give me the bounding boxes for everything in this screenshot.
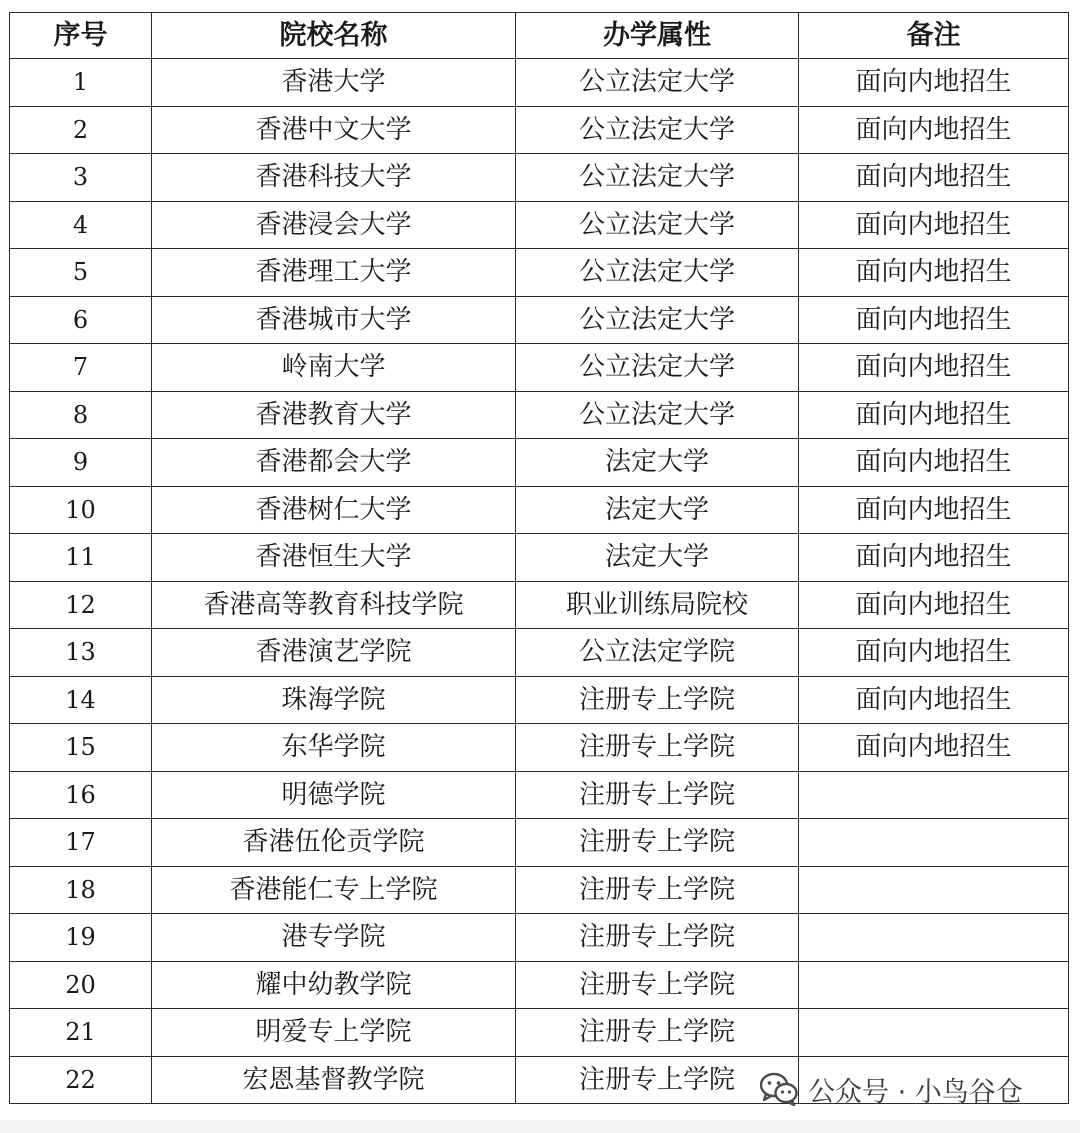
cell-school-type: 公立法定大学 <box>516 201 799 249</box>
cell-school-name: 香港都会大学 <box>152 439 516 487</box>
cell-school-name: 香港能仁专上学院 <box>152 866 516 914</box>
cell-index: 22 <box>10 1056 152 1104</box>
cell-remarks: 面向内地招生 <box>799 439 1069 487</box>
cell-school-type: 注册专上学院 <box>516 1056 799 1104</box>
header-school-name: 院校名称 <box>152 13 516 59</box>
table-row <box>10 486 1069 534</box>
cell-school-name: 香港伍伦贡学院 <box>152 819 516 867</box>
table-row <box>10 154 1069 202</box>
cell-school-name: 香港教育大学 <box>152 391 516 439</box>
table-row <box>10 249 1069 297</box>
cell-remarks: 面向内地招生 <box>799 391 1069 439</box>
table-row <box>10 344 1069 392</box>
cell-index: 21 <box>10 1009 152 1057</box>
cell-school-type: 注册专上学院 <box>516 724 799 772</box>
cell-school-type: 公立法定大学 <box>516 59 799 107</box>
table-row <box>10 629 1069 677</box>
cell-index: 15 <box>10 724 152 772</box>
cell-remarks: 面向内地招生 <box>799 486 1069 534</box>
table-row <box>10 581 1069 629</box>
table-body <box>10 59 1069 1104</box>
cell-school-name: 珠海学院 <box>152 676 516 724</box>
cell-remarks: 面向内地招生 <box>799 154 1069 202</box>
cell-index: 18 <box>10 866 152 914</box>
cell-school-type: 法定大学 <box>516 439 799 487</box>
cell-remarks <box>799 819 1069 867</box>
schools-table <box>9 12 1069 1104</box>
cell-index: 20 <box>10 961 152 1009</box>
cell-remarks: 面向内地招生 <box>799 249 1069 297</box>
table-header-row <box>10 13 1069 59</box>
cell-school-type: 公立法定大学 <box>516 391 799 439</box>
cell-school-name: 香港理工大学 <box>152 249 516 297</box>
cell-school-type: 法定大学 <box>516 486 799 534</box>
cell-school-type: 注册专上学院 <box>516 819 799 867</box>
header-school-type: 办学属性 <box>516 13 799 59</box>
table-row <box>10 914 1069 962</box>
table-row <box>10 819 1069 867</box>
cell-remarks <box>799 1009 1069 1057</box>
cell-remarks: 面向内地招生 <box>799 629 1069 677</box>
cell-school-type: 职业训练局院校 <box>516 581 799 629</box>
cell-school-name: 香港树仁大学 <box>152 486 516 534</box>
cell-remarks: 面向内地招生 <box>799 296 1069 344</box>
cell-school-type: 公立法定大学 <box>516 106 799 154</box>
cell-remarks: 面向内地招生 <box>799 59 1069 107</box>
cell-index: 17 <box>10 819 152 867</box>
cell-remarks: 面向内地招生 <box>799 676 1069 724</box>
cell-remarks: 面向内地招生 <box>799 201 1069 249</box>
cell-remarks <box>799 961 1069 1009</box>
cell-index: 1 <box>10 59 152 107</box>
cell-index: 19 <box>10 914 152 962</box>
header-index: 序号 <box>10 13 152 59</box>
cell-school-type: 法定大学 <box>516 534 799 582</box>
cell-index: 11 <box>10 534 152 582</box>
cell-school-name: 香港浸会大学 <box>152 201 516 249</box>
cell-school-name: 明德学院 <box>152 771 516 819</box>
cell-school-type: 注册专上学院 <box>516 1009 799 1057</box>
watermark <box>760 1067 1023 1111</box>
cell-remarks <box>799 914 1069 962</box>
cell-school-type: 注册专上学院 <box>516 914 799 962</box>
cell-remarks: 面向内地招生 <box>799 581 1069 629</box>
table-row <box>10 961 1069 1009</box>
table-row <box>10 106 1069 154</box>
table-row <box>10 866 1069 914</box>
cell-school-type: 注册专上学院 <box>516 961 799 1009</box>
table-row <box>10 59 1069 107</box>
cell-index: 7 <box>10 344 152 392</box>
cell-remarks <box>799 771 1069 819</box>
cell-index: 12 <box>10 581 152 629</box>
cell-school-type: 公立法定学院 <box>516 629 799 677</box>
table-row <box>10 676 1069 724</box>
cell-index: 4 <box>10 201 152 249</box>
table-row <box>10 201 1069 249</box>
watermark-text: 公众号 · 小鸟谷仓 <box>808 1076 1023 1108</box>
cell-remarks <box>799 866 1069 914</box>
table-row <box>10 391 1069 439</box>
cell-index: 8 <box>10 391 152 439</box>
cell-school-type: 公立法定大学 <box>516 249 799 297</box>
cell-school-type: 公立法定大学 <box>516 344 799 392</box>
cell-school-name: 香港科技大学 <box>152 154 516 202</box>
cell-school-name: 港专学院 <box>152 914 516 962</box>
cell-school-type: 注册专上学院 <box>516 771 799 819</box>
wechat-icon <box>760 1072 798 1106</box>
cell-school-name: 宏恩基督教学院 <box>152 1056 516 1104</box>
cell-index: 2 <box>10 106 152 154</box>
cell-school-name: 岭南大学 <box>152 344 516 392</box>
cell-index: 13 <box>10 629 152 677</box>
table-row <box>10 771 1069 819</box>
cell-school-type: 注册专上学院 <box>516 676 799 724</box>
cell-school-type: 注册专上学院 <box>516 866 799 914</box>
cell-school-name: 香港高等教育科技学院 <box>152 581 516 629</box>
table-row <box>10 724 1069 772</box>
cell-school-name: 香港演艺学院 <box>152 629 516 677</box>
cell-school-name: 耀中幼教学院 <box>152 961 516 1009</box>
cell-school-name: 东华学院 <box>152 724 516 772</box>
cell-index: 10 <box>10 486 152 534</box>
table-row <box>10 534 1069 582</box>
cell-index: 5 <box>10 249 152 297</box>
cell-school-name: 香港中文大学 <box>152 106 516 154</box>
table-row <box>10 296 1069 344</box>
cell-remarks: 面向内地招生 <box>799 106 1069 154</box>
cell-index: 3 <box>10 154 152 202</box>
cell-index: 9 <box>10 439 152 487</box>
table-row <box>10 439 1069 487</box>
bottom-strip <box>0 1120 1080 1133</box>
cell-school-name: 香港城市大学 <box>152 296 516 344</box>
cell-school-name: 明爱专上学院 <box>152 1009 516 1057</box>
cell-remarks: 面向内地招生 <box>799 534 1069 582</box>
table-row <box>10 1009 1069 1057</box>
cell-school-type: 公立法定大学 <box>516 154 799 202</box>
cell-index: 16 <box>10 771 152 819</box>
header-remarks: 备注 <box>799 13 1069 59</box>
cell-index: 6 <box>10 296 152 344</box>
cell-school-name: 香港恒生大学 <box>152 534 516 582</box>
cell-index: 14 <box>10 676 152 724</box>
cell-remarks: 面向内地招生 <box>799 724 1069 772</box>
cell-school-name: 香港大学 <box>152 59 516 107</box>
cell-school-type: 公立法定大学 <box>516 296 799 344</box>
cell-remarks: 面向内地招生 <box>799 344 1069 392</box>
